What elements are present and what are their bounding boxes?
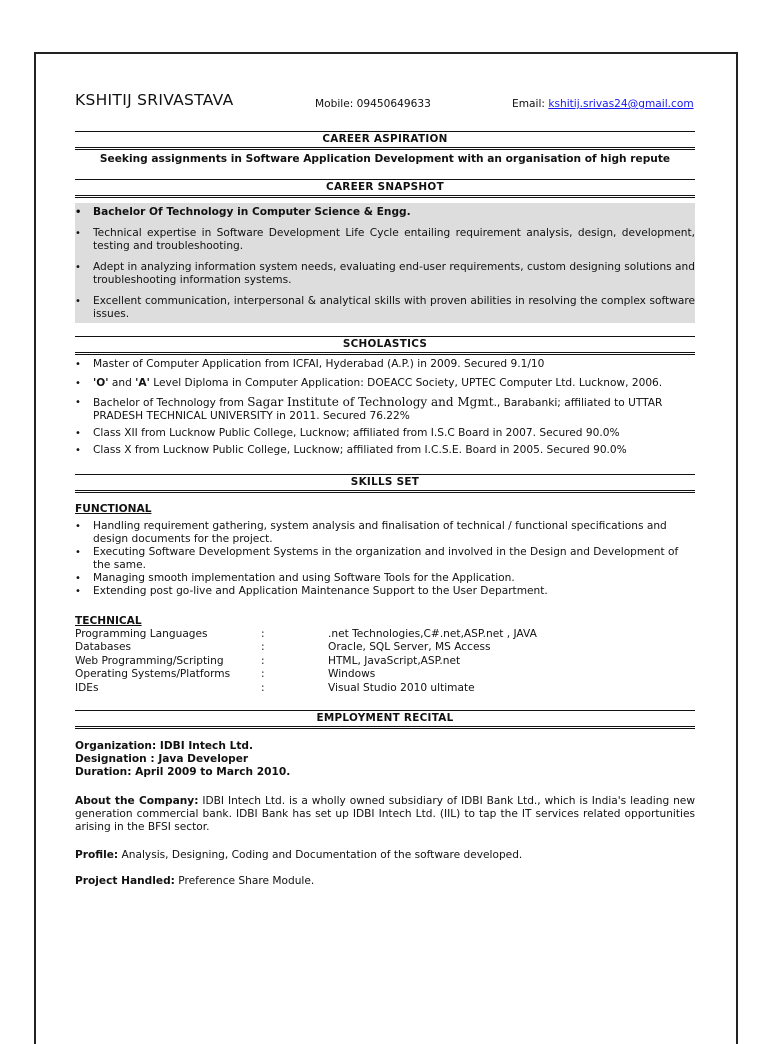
list-item	[75, 377, 695, 390]
profile-label: Profile:	[75, 849, 119, 861]
skill-separator: :	[261, 668, 265, 681]
email-line	[512, 98, 694, 111]
skill-key: Programming Languages	[75, 628, 208, 640]
table-row	[75, 628, 695, 641]
career-snapshot-list	[75, 206, 695, 321]
table-row	[75, 668, 695, 681]
profile-paragraph	[75, 849, 695, 862]
about-company-paragraph	[75, 795, 695, 834]
level-o: 'O'	[93, 377, 109, 389]
about-company-label: About the Company:	[75, 795, 199, 807]
functional-skills-list	[75, 520, 695, 598]
btech-rest: ., Barabanki; affiliated to UTTAR PRADESH TECHNICAL UNIVERSITY in 2011. Secured 76.22%	[93, 397, 663, 422]
skill-value: Oracle, SQL Server, MS Access	[328, 641, 491, 654]
skill-key: Web Programming/Scripting	[75, 654, 224, 667]
list-item: • Extending post go-live and Application Maintenance Support to the User Department.	[75, 585, 695, 598]
profile-text: Analysis, Designing, Coding and Documentation of the software developed.	[118, 849, 523, 861]
institute-name: Sagar Institute of Technology and Mgmt	[247, 395, 494, 409]
section-heading-scholastics: SCHOLASTICS	[75, 336, 695, 355]
level-a: 'A'	[135, 377, 150, 389]
list-item: • Managing smooth implementation and using Software Tools for the Application.	[75, 572, 695, 585]
section-heading-career-snapshot: CAREER SNAPSHOT	[75, 179, 695, 198]
list-item: • Excellent communication, interpersonal & analytical skills with proven abilities in resolving the complex software issues.	[75, 295, 695, 321]
section-heading-career-aspiration: CAREER ASPIRATION	[75, 131, 695, 150]
duration-line: Duration: April 2009 to March 2010.	[75, 766, 291, 778]
organization-line: Organization: IDBI Intech Ltd.	[75, 740, 253, 752]
list-item: • Handling requirement gathering, system analysis and finalisation of technical / functional specifications and design documents for the project.	[75, 520, 695, 546]
list-item	[75, 396, 695, 423]
skill-separator: :	[261, 654, 265, 667]
designation-line: Designation : Java Developer	[75, 753, 249, 765]
technical-skills-table	[75, 628, 695, 695]
scholastics-list	[75, 358, 695, 457]
skill-value: HTML, JavaScript,ASP.net	[328, 654, 461, 667]
list-item: • Class X from Lucknow Public College, Lucknow; affiliated from I.C.S.E. Board in 2005. Secured 90.0%	[75, 444, 695, 457]
skill-key: IDEs	[75, 681, 99, 694]
and-text: and	[108, 377, 136, 389]
section-heading-skills-set: SKILLS SET	[75, 474, 695, 493]
functional-heading: FUNCTIONAL	[75, 503, 152, 515]
list-item: • Technical expertise in Software Development Life Cycle entailing requirement analysis, design, development, testing and troubleshooting.	[75, 227, 695, 253]
employment-details	[75, 740, 695, 779]
skill-value: Visual Studio 2010 ultimate	[328, 681, 475, 694]
skill-separator: :	[261, 681, 265, 694]
candidate-name: KSHITIJ SRIVASTAVA	[75, 91, 234, 109]
skill-separator: :	[261, 628, 265, 640]
email-label: Email:	[512, 98, 549, 110]
resume-header	[75, 91, 695, 114]
skill-value: Windows	[328, 668, 376, 681]
list-item: • Adept in analyzing information system needs, evaluating end-user requirements, custom designing solutions and troubleshooting information systems.	[75, 261, 695, 287]
section-heading-employment-recital: EMPLOYMENT RECITAL	[75, 710, 695, 729]
skill-separator: :	[261, 641, 265, 654]
list-item: • Class XII from Lucknow Public College, Lucknow; affiliated from I.S.C Board in 2007. Secured 90.0%	[75, 427, 695, 440]
career-aspiration-text: Seeking assignments in Software Application Development with an organisation of high repute	[99, 153, 671, 165]
list-item: • Executing Software Development Systems in the organization and involved in the Design and Development of the same.	[75, 546, 695, 572]
project-paragraph	[75, 875, 695, 888]
list-item: • Bachelor Of Technology in Computer Science & Engg.	[75, 206, 695, 219]
project-label: Project Handled:	[75, 875, 175, 887]
mobile-number: Mobile: 09450649633	[315, 98, 431, 110]
diploma-text: Level Diploma in Computer Application: DOEACC Society, UPTEC Computer Ltd. Lucknow, 2006.	[149, 377, 663, 389]
btech-prefix: Bachelor of Technology from	[93, 397, 248, 409]
email-link[interactable]: kshitij.srivas24@gmail.com	[548, 98, 694, 110]
skill-key: Operating Systems/Platforms	[75, 668, 231, 681]
table-row	[75, 641, 695, 654]
table-row	[75, 682, 695, 695]
technical-heading: TECHNICAL	[75, 615, 142, 627]
project-text: Preference Share Module.	[174, 875, 315, 887]
table-row	[75, 655, 695, 668]
list-item: • Master of Computer Application from ICFAI, Hyderabad (A.P.) in 2009. Secured 9.1/10	[75, 358, 695, 371]
about-company-text: IDBI Intech Ltd. is a wholly owned subsidiary of IDBI Bank Ltd., which is India's leading new generation commercial bank. IDBI Bank has set up IDBI Intech Ltd. (IIL) to tap the IT services related opportunities arising in the BFSI sector.	[75, 795, 695, 833]
skill-value: .net Technologies,C#.net,ASP.net , JAVA	[328, 628, 537, 640]
skill-key: Databases	[75, 641, 132, 654]
